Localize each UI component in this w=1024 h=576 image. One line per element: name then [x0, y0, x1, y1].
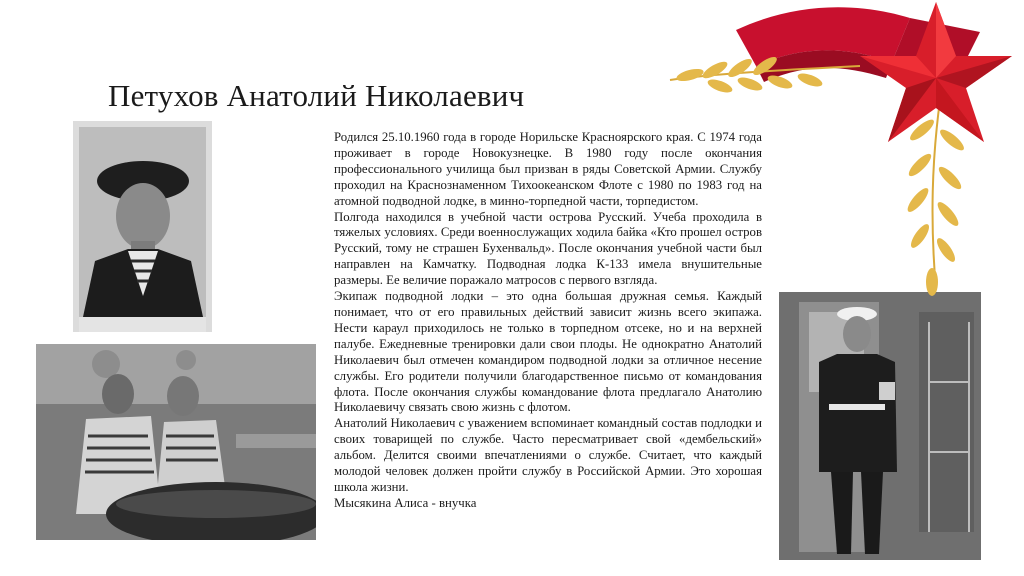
sailors-torpedo-photo [36, 344, 316, 540]
bio-paragraph: Полгода находился в учебной части острова Русский. Учеба проходила в тяжелых условиях. Среди военнослужащих ходила байка «Кто прошел остров Русский, тому не страшен Бухенвальд». После окончания учебной части был направлен на Камчатку. Подводная лодка К-133 имела внушительные размеры. Ее величие поражало матросов с первого взгляда. [334, 209, 762, 288]
bio-paragraph: Родился 25.10.1960 года в городе Норильске Красноярского края. С 1974 года проживает в городе Новокузнецке. В 1980 году после окончания профессионального училища был призван в ряды Советской Армии. Службу проходил на Краснознаменном Тихоокеанском Флоте с 1980 по 1983 год на атомной подводной лодке, в минно-торпедной части, торпедистом. [334, 130, 762, 208]
bio-paragraph: Анатолий Николаевич с уважением вспоминает командный состав подлодки и своих товарищей по службе. Часто пересматривает свой «дембельский» альбом. Делится своими впечатлениями о службе. Считает, что каждый молодой человек должен пройти службу в Российской Армии. Это хорошая школа жизни. [334, 416, 762, 494]
standing-sailor-photo [779, 292, 981, 560]
portrait-photo [73, 121, 212, 332]
bio-paragraph: Экипаж подводной лодки – это одна большая дружная семья. Каждый понимает, что от его правильных действий зависит жизнь всего экипажа. Нести караул приходилось не только в торпедном отсеке, но и на верхней палубе. Ежедневные тренировки дали свои плоды. Не однократно Анатолий Николаевич был отмечен командиром подводной лодки за отличное несение службы. Его родители получили благодарственное письмо от командования флота. После окончания службы командование флота предлагало Анатолию Николаевичу связать свою жизнь с флотом. [334, 289, 762, 415]
bio-signature: Мысякина Алиса - внучка [334, 495, 477, 510]
page-title: Петухов Анатолий Николаевич [108, 78, 525, 113]
red-star-ribbon-laurel-icon [660, 0, 1024, 300]
victory-decoration [660, 0, 1024, 300]
